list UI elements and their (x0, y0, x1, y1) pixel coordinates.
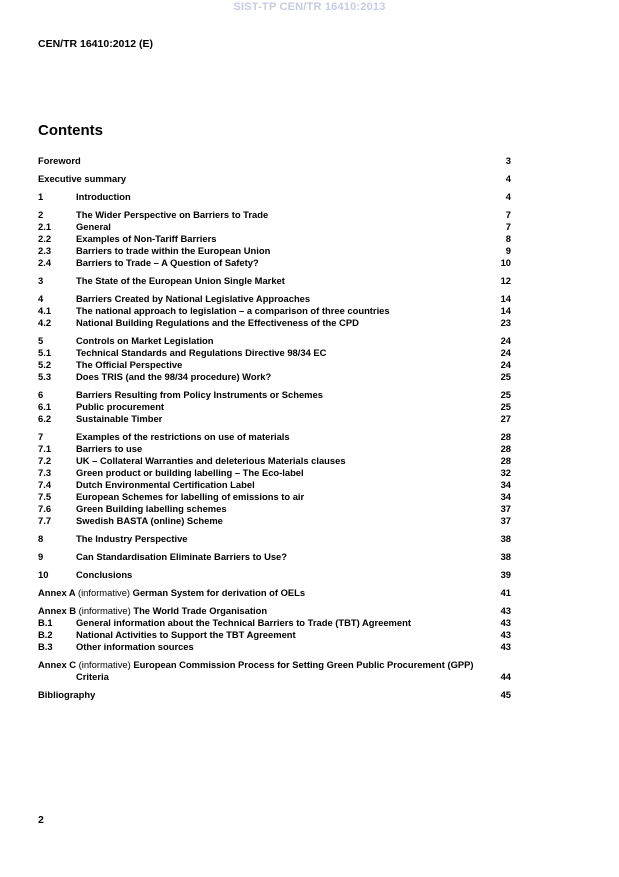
toc-page-number: 9 (505, 245, 511, 256)
toc-entry[interactable] (38, 371, 511, 383)
toc-annex-b (38, 605, 511, 653)
toc-entry-label: Swedish BASTA (online) Scheme (76, 515, 223, 526)
toc-entry-number: 7 (38, 431, 44, 442)
toc-annex-c (38, 659, 511, 683)
toc-group (38, 275, 511, 287)
toc-entry-number: 7.7 (38, 515, 52, 526)
toc-entry-number: 2.1 (38, 221, 52, 232)
toc-group (38, 389, 511, 425)
toc-entry-label: Barriers to trade within the European Union (76, 245, 271, 256)
toc-page-number: 23 (500, 317, 511, 328)
toc-entry[interactable] (38, 245, 511, 257)
watermark: SIST-TP CEN/TR 16410:2013 (233, 1, 386, 13)
toc-group (38, 209, 511, 269)
toc-page-number: 25 (500, 371, 511, 382)
toc-entry-number: 7.2 (38, 455, 52, 466)
toc-page-number: 24 (500, 359, 511, 370)
toc-page-number: 32 (500, 467, 511, 478)
toc-entry-label: Controls on Market Legislation (76, 335, 214, 346)
toc-page-number: 4 (505, 173, 511, 184)
toc-page-number: 24 (500, 347, 511, 358)
toc-entry-label: UK – Collateral Warranties and deleterious Materials clauses (76, 455, 346, 466)
toc-entry[interactable] (38, 347, 511, 359)
toc-page-number: 27 (500, 413, 511, 424)
toc-entry[interactable] (38, 317, 511, 329)
toc-entry[interactable] (38, 413, 511, 425)
toc-entry-label: National Activities to Support the TBT Agreement (76, 629, 296, 640)
toc-entry-number: 6 (38, 389, 44, 400)
toc-entry[interactable] (38, 569, 511, 581)
toc-entry-label: Examples of Non-Tariff Barriers (76, 233, 217, 244)
toc-group (38, 551, 511, 563)
toc-entry[interactable] (38, 689, 511, 701)
toc-entry-label: Introduction (76, 191, 131, 202)
toc-entry-label: Dutch Environmental Certification Label (76, 479, 255, 490)
toc-entry[interactable] (38, 233, 511, 245)
toc-entry[interactable] (38, 359, 511, 371)
toc-entry-number: B.3 (38, 641, 53, 652)
document-id-header: CEN/TR 16410:2012 (E) (38, 38, 153, 50)
toc-entry-label: Barriers to use (76, 443, 143, 454)
annex-title: European Commission Process for Setting Green Public Procurement (GPP) (133, 659, 474, 670)
annex-note: (informative) (77, 587, 131, 598)
toc-group (38, 155, 511, 167)
toc-page-number: 28 (500, 455, 511, 466)
toc-entry[interactable] (38, 221, 511, 233)
toc-entry[interactable] (38, 533, 511, 545)
toc-entry-number: B.1 (38, 617, 53, 628)
toc-entry-number: 2.3 (38, 245, 52, 256)
annex-prefix: Annex A (38, 587, 76, 598)
toc-entry-number: 7.1 (38, 443, 52, 454)
page-number: 2 (38, 814, 44, 826)
toc-page-number: 14 (500, 305, 511, 316)
toc-entry[interactable] (38, 455, 511, 467)
toc-entry-number: 5.3 (38, 371, 52, 382)
toc-entry-label: Barriers Created by National Legislative Approaches (76, 293, 311, 304)
annex-title-continuation: Criteria (76, 671, 109, 682)
toc-entry[interactable] (38, 173, 511, 185)
toc-page-number: 37 (500, 503, 511, 514)
toc-entry[interactable] (38, 191, 511, 203)
toc-entry-number: 2 (38, 209, 44, 220)
toc-entry[interactable] (38, 629, 511, 641)
toc-group (38, 293, 511, 329)
toc-entry-number: B.2 (38, 629, 53, 640)
toc-annex-a (38, 587, 511, 599)
toc-entry-label: Executive summary (38, 173, 127, 184)
table-of-contents (38, 155, 511, 707)
toc-page-number: 4 (505, 191, 511, 202)
toc-entry-label: The Industry Perspective (76, 533, 188, 544)
toc-page-number: 44 (500, 671, 511, 682)
toc-entry[interactable] (38, 155, 511, 167)
toc-entry-label: Barriers Resulting from Policy Instruments or Schemes (76, 389, 323, 400)
toc-entry-label: Barriers to Trade – A Question of Safety? (76, 257, 259, 268)
toc-group (38, 533, 511, 545)
toc-entry-number: 8 (38, 533, 44, 544)
toc-entry-label: General information about the Technical Barriers to Trade (TBT) Agreement (76, 617, 411, 628)
toc-entry-label: The Wider Perspective on Barriers to Trade (76, 209, 269, 220)
toc-entry-number: 4 (38, 293, 44, 304)
toc-entry[interactable] (38, 275, 511, 287)
toc-entry[interactable] (38, 659, 511, 671)
toc-entry[interactable] (38, 335, 511, 347)
toc-entry[interactable] (38, 293, 511, 305)
toc-page-number: 25 (500, 389, 511, 400)
toc-entry-label: Sustainable Timber (76, 413, 163, 424)
toc-page-number: 3 (505, 155, 511, 166)
toc-entry-label: Does TRIS (and the 98/34 procedure) Work? (76, 371, 272, 382)
toc-entry-number: 5.1 (38, 347, 52, 358)
toc-page-number: 39 (500, 569, 511, 580)
toc-group (38, 569, 511, 581)
toc-entry-label: The State of the European Union Single Market (76, 275, 285, 286)
toc-group (38, 173, 511, 185)
toc-entry[interactable] (38, 587, 511, 599)
toc-entry-number: 7.3 (38, 467, 52, 478)
toc-group (38, 191, 511, 203)
toc-entry-number: 2.2 (38, 233, 52, 244)
annex-note: (informative) (78, 659, 131, 670)
toc-entry-label: Public procurement (76, 401, 165, 412)
toc-entry-label: Technical Standards and Regulations Directive 98/34 EC (76, 347, 327, 358)
toc-entry[interactable] (38, 467, 511, 479)
toc-entry-number: 1 (38, 191, 44, 202)
toc-entry-number: 5 (38, 335, 44, 346)
toc-entry[interactable] (38, 503, 511, 515)
toc-group (38, 431, 511, 527)
toc-page-number: 34 (500, 491, 511, 502)
toc-entry-number: 7.4 (38, 479, 52, 490)
toc-entry-label: Other information sources (76, 641, 194, 652)
toc-entry-label: European Schemes for labelling of emissions to air (76, 491, 305, 502)
toc-page-number: 28 (500, 431, 511, 442)
toc-entry-label: Green product or building labelling – The Eco-label (76, 467, 304, 478)
toc-page-number: 37 (500, 515, 511, 526)
toc-page-number: 43 (500, 629, 511, 640)
toc-entry-number: 2.4 (38, 257, 52, 268)
toc-entry-number: 6.2 (38, 413, 52, 424)
annex-prefix: Annex C (38, 659, 77, 670)
toc-page-number: 41 (500, 587, 511, 598)
annex-title: German System for derivation of OELs (132, 587, 306, 598)
toc-entry[interactable] (38, 389, 511, 401)
toc-page-number: 28 (500, 443, 511, 454)
toc-page-number: 34 (500, 479, 511, 490)
annex-prefix: Annex B (38, 605, 77, 616)
toc-page-number: 25 (500, 401, 511, 412)
toc-entry-number: 4.2 (38, 317, 52, 328)
toc-entry[interactable] (38, 401, 511, 413)
toc-entry-number: 6.1 (38, 401, 52, 412)
toc-entry-label: National Building Regulations and the Effectiveness of the CPD (76, 317, 359, 328)
toc-page-number: 43 (500, 605, 511, 616)
toc-entry-number: 4.1 (38, 305, 52, 316)
toc-entry-label: Conclusions (76, 569, 133, 580)
toc-entry[interactable] (38, 443, 511, 455)
toc-page-number: 12 (500, 275, 511, 286)
toc-page-number: 38 (500, 551, 511, 562)
toc-entry-continuation[interactable] (38, 671, 511, 683)
toc-group (38, 335, 511, 383)
toc-entry[interactable] (38, 617, 511, 629)
toc-entry[interactable] (38, 479, 511, 491)
toc-page-number: 7 (505, 209, 511, 220)
toc-entry[interactable] (38, 605, 511, 617)
toc-entry-number: 5.2 (38, 359, 52, 370)
annex-note: (informative) (78, 605, 131, 616)
toc-entry-label: Bibliography (38, 689, 96, 700)
toc-entry[interactable] (38, 491, 511, 503)
toc-page-number: 43 (500, 641, 511, 652)
toc-entry-label: Can Standardisation Eliminate Barriers to Use? (76, 551, 287, 562)
annex-title: The World Trade Organisation (133, 605, 268, 616)
toc-page-number: 8 (505, 233, 511, 244)
contents-heading: Contents (38, 122, 103, 139)
toc-page-number: 14 (500, 293, 511, 304)
toc-entry-number: 10 (38, 569, 49, 580)
toc-page-number: 10 (500, 257, 511, 268)
toc-entry-label: Foreword (38, 155, 81, 166)
toc-entry-label: General (76, 221, 111, 232)
toc-page-number: 43 (500, 617, 511, 628)
toc-entry-label: Green Building labelling schemes (76, 503, 227, 514)
toc-entry-label: The Official Perspective (76, 359, 183, 370)
toc-page-number: 45 (500, 689, 511, 700)
toc-entry[interactable] (38, 305, 511, 317)
toc-page-number: 24 (500, 335, 511, 346)
toc-bibliography (38, 689, 511, 701)
toc-entry-label: The national approach to legislation – a comparison of three countries (76, 305, 390, 316)
toc-entry-number: 7.5 (38, 491, 52, 502)
toc-entry[interactable] (38, 257, 511, 269)
toc-page-number: 7 (505, 221, 511, 232)
toc-page-number: 38 (500, 533, 511, 544)
toc-entry[interactable] (38, 551, 511, 563)
toc-entry[interactable] (38, 641, 511, 653)
toc-entry-label: Examples of the restrictions on use of materials (76, 431, 290, 442)
toc-entry[interactable] (38, 209, 511, 221)
toc-entry-number: 7.6 (38, 503, 52, 514)
toc-entry[interactable] (38, 515, 511, 527)
toc-entry-number: 9 (38, 551, 44, 562)
toc-entry-number: 3 (38, 275, 44, 286)
toc-entry[interactable] (38, 431, 511, 443)
